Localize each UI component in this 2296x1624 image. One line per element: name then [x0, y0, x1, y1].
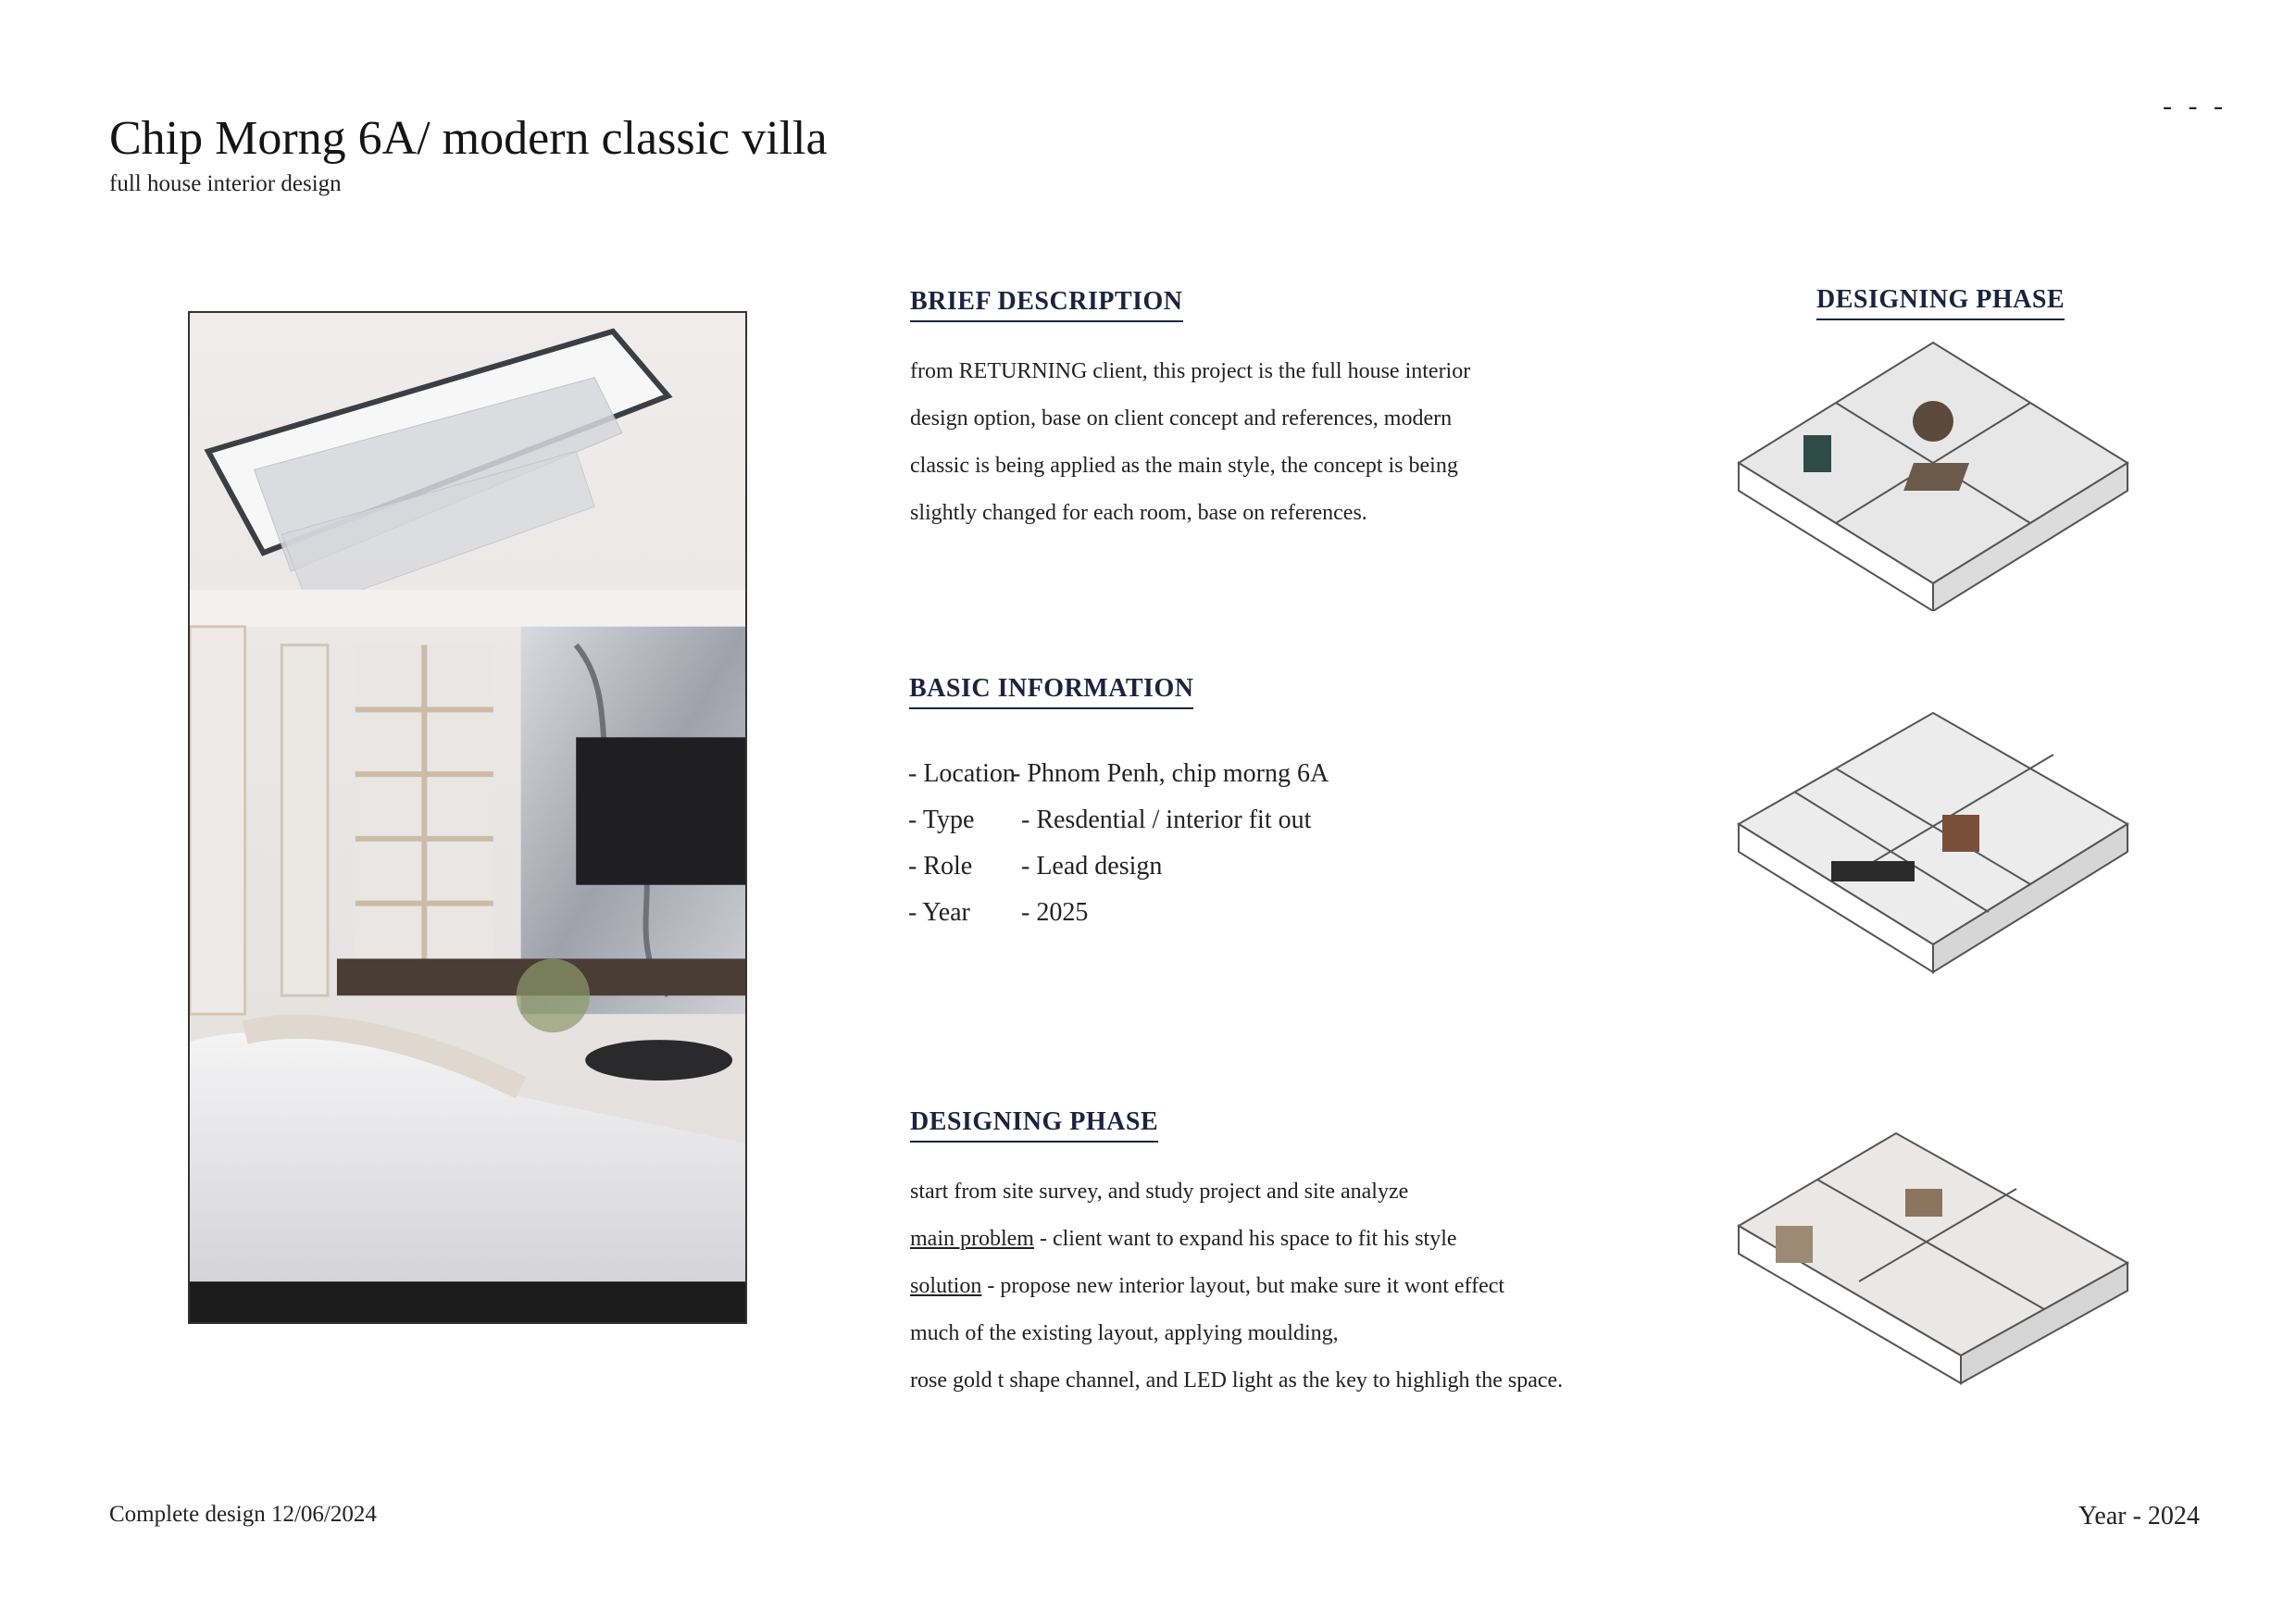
- designing-phase-right-heading: DESIGNING PHASE: [1816, 285, 2065, 320]
- phase-line: start from site survey, and study project and site analyze: [910, 1180, 1409, 1204]
- basic-information-list: [908, 751, 1329, 936]
- page-subtitle: full house interior design: [109, 171, 342, 196]
- solution-label: solution: [910, 1274, 982, 1298]
- project-year: Year - 2024: [2078, 1502, 2200, 1530]
- isometric-plan-illustration: [1720, 333, 2146, 611]
- info-row-type: [908, 797, 1329, 843]
- brief-description-heading: BRIEF DESCRIPTION: [910, 287, 1183, 322]
- info-value: - Lead design: [1021, 852, 1163, 881]
- phase-line: rose gold t shape channel, and LED light as the key to highligh the space.: [910, 1368, 1564, 1393]
- phase-line-problem: [910, 1216, 1563, 1263]
- main-problem-label: main problem: [910, 1227, 1034, 1251]
- basic-information-heading: BASIC INFORMATION: [909, 674, 1193, 709]
- solution-text: - propose new interior layout, but make sure it wont effect: [981, 1274, 1505, 1298]
- info-value: - 2025: [1021, 898, 1089, 927]
- designing-phase-text: [910, 1168, 1563, 1405]
- info-value: - Resdential / interior fit out: [1021, 806, 1312, 834]
- info-row-role: [908, 843, 1329, 890]
- info-key: - Location: [908, 759, 1016, 788]
- isometric-plan-illustration: [1720, 1124, 2146, 1402]
- brief-description-text: [910, 348, 1470, 537]
- info-value: - Phnom Penh, chip morng 6A: [1012, 759, 1329, 788]
- info-key: - Type: [908, 806, 975, 834]
- completion-date: Complete design 12/06/2024: [109, 1502, 377, 1527]
- phase-line: much of the existing layout, applying moulding,: [910, 1321, 1339, 1345]
- render-illustration: [190, 313, 745, 1322]
- info-row-location: [908, 751, 1329, 797]
- living-room-render-image: [188, 311, 747, 1324]
- info-row-year: [908, 890, 1329, 936]
- isometric-plan-illustration: [1720, 704, 2146, 981]
- isometric-plan-2-image: [1720, 704, 2146, 981]
- info-key: - Year: [908, 898, 970, 927]
- info-key: - Role: [908, 852, 973, 881]
- main-problem-text: - client want to expand his space to fit his style: [1033, 1227, 1457, 1251]
- isometric-plan-1-image: [1720, 333, 2146, 611]
- brief-line: from RETURNING client, this project is the full house interior: [910, 359, 1471, 383]
- brief-line: classic is being applied as the main style, the concept is being: [910, 454, 1458, 478]
- brief-line: design option, base on client concept and references, modern: [910, 406, 1453, 431]
- phase-line-solution: [910, 1263, 1563, 1310]
- page-title: Chip Morng 6A/ modern classic villa: [109, 112, 828, 165]
- brief-line: slightly changed for each room, base on references.: [910, 501, 1367, 525]
- designing-phase-heading: DESIGNING PHASE: [910, 1107, 1158, 1143]
- menu-dashes-icon: - - -: [2163, 91, 2227, 121]
- isometric-plan-3-image: [1720, 1124, 2146, 1402]
